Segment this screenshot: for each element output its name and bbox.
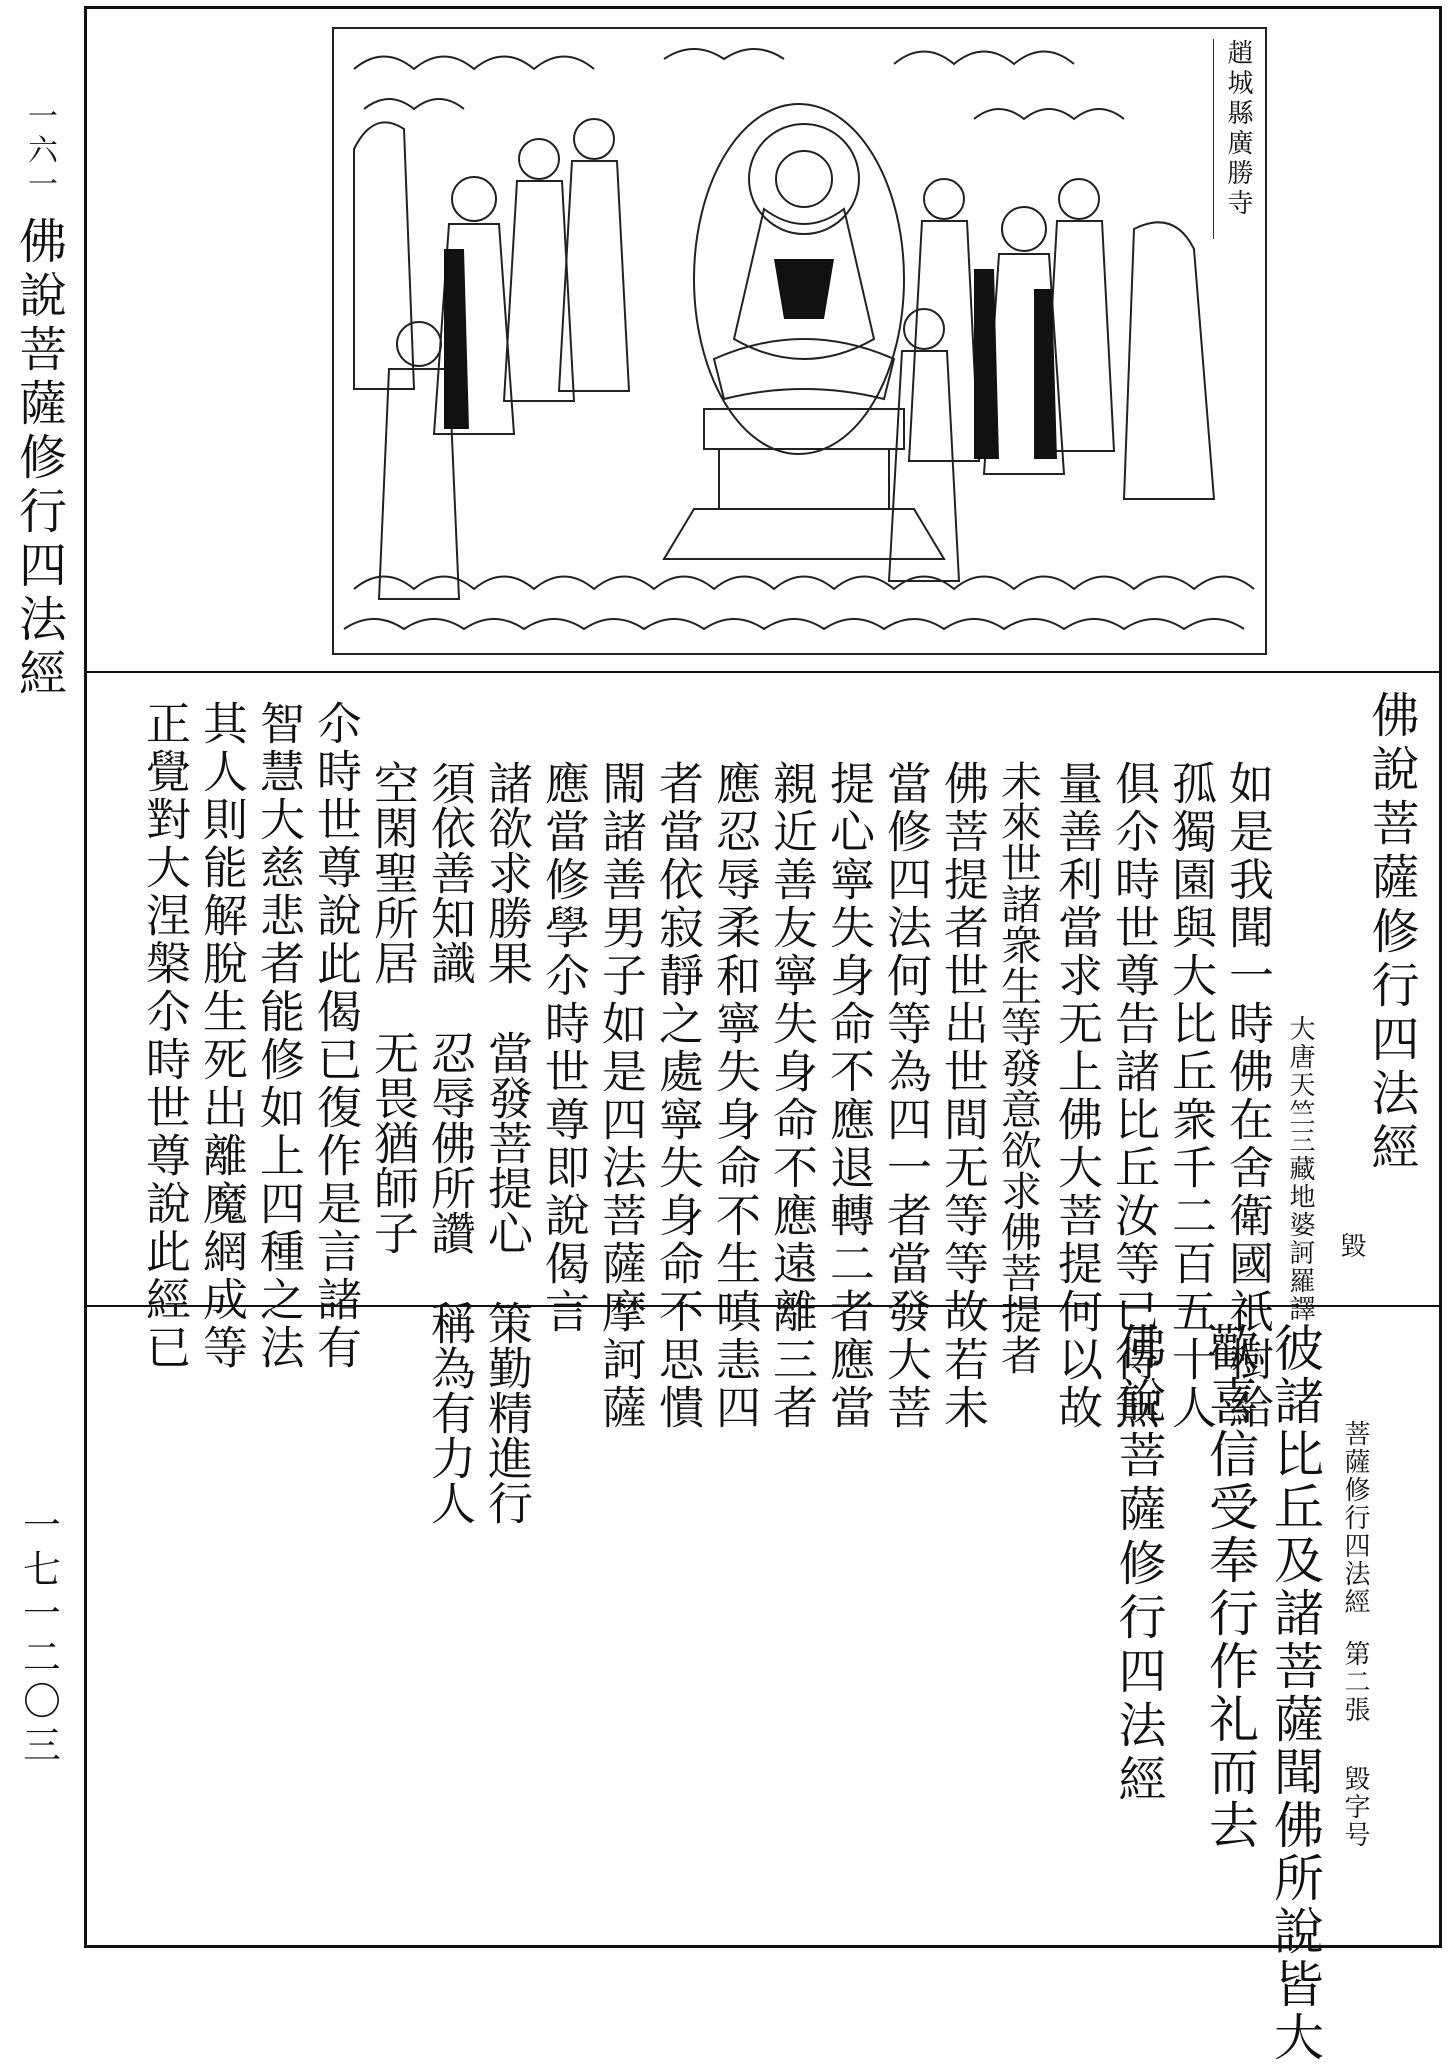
final-column: 歡喜信受奉行作礼而去	[1201, 1322, 1259, 1852]
text-column: 提心寧失身命不應退轉二者應當	[822, 760, 875, 1432]
margin-header	[0, 100, 78, 702]
text-column: 正覺對大涅槃尒時世尊說此經已	[138, 700, 191, 1372]
text-column: 佛菩提者世出世間无等等故若未	[936, 760, 989, 1432]
colophon-sheet: 第二張	[1340, 1640, 1370, 1724]
text-column: 量善利當求无上佛大菩提何以故	[1050, 760, 1103, 1432]
verse-column: 須依善知識 忍辱佛所讚 稱為有力人	[423, 760, 476, 1525]
buddha-assembly-drawing	[334, 29, 1265, 653]
verse-column: 諸欲求勝果 當發菩提心 策勤精進行	[480, 760, 533, 1525]
final-column: 彼諸比丘及諸菩薩聞佛所說皆大	[1266, 1322, 1324, 2064]
volume-number: 一六一	[22, 100, 57, 202]
divider-top	[87, 671, 1439, 673]
end-title: 佛說菩薩修行四法經	[1110, 1322, 1166, 1808]
text-column: 未來世諸衆生等發意欲求佛菩提者	[994, 760, 1042, 1375]
illustration-caption: 趙城縣廣勝寺	[1213, 39, 1257, 239]
sutra-title: 佛說菩薩修行四法經	[1363, 690, 1419, 1176]
serial-mark: 毀	[1336, 1232, 1366, 1260]
margin-page-number	[0, 1505, 78, 1769]
page-number: 一七一二〇三	[16, 1505, 61, 1769]
margin-sutra-title: 佛說菩薩修行四法經	[10, 216, 67, 702]
text-column: 當修四法何等為四一者當發大菩	[879, 760, 932, 1432]
translator-credit: 大唐天竺三藏地婆訶羅譯	[1285, 1015, 1315, 1323]
text-column: 如是我聞一時佛在舍衛國祇樹給	[1221, 760, 1274, 1432]
text-column: 親近善友寧失身命不應遠離三者	[765, 760, 818, 1432]
colophon-serial: 毀字号	[1340, 1765, 1370, 1849]
text-column: 者當依寂靜之處寧失身命不思憒	[651, 760, 704, 1432]
colophon-sutra-name: 菩薩修行四法經	[1340, 1420, 1370, 1616]
text-column: 智慧大慈悲者能修如上四種之法	[252, 700, 305, 1372]
text-column: 孤獨園與大比丘衆千二百五十人	[1164, 760, 1217, 1432]
text-column: 應忍辱柔和寧失身命不生嗔恚四	[708, 760, 761, 1432]
text-column: 尒時世尊說此偈已復作是言諸有	[309, 700, 362, 1372]
text-column: 閙諸善男子如是四法菩薩摩訶薩	[594, 760, 647, 1432]
text-column: 應當修學尒時世尊即說偈言	[537, 760, 590, 1336]
text-column: 俱尒時世尊告諸比丘汝等已得無	[1107, 760, 1160, 1432]
text-column: 其人則能解脫生死出離魔網成等	[195, 700, 248, 1372]
verse-column: 空閑聖所居 无畏猶師子	[366, 760, 419, 1255]
frontispiece-illustration	[332, 27, 1267, 655]
